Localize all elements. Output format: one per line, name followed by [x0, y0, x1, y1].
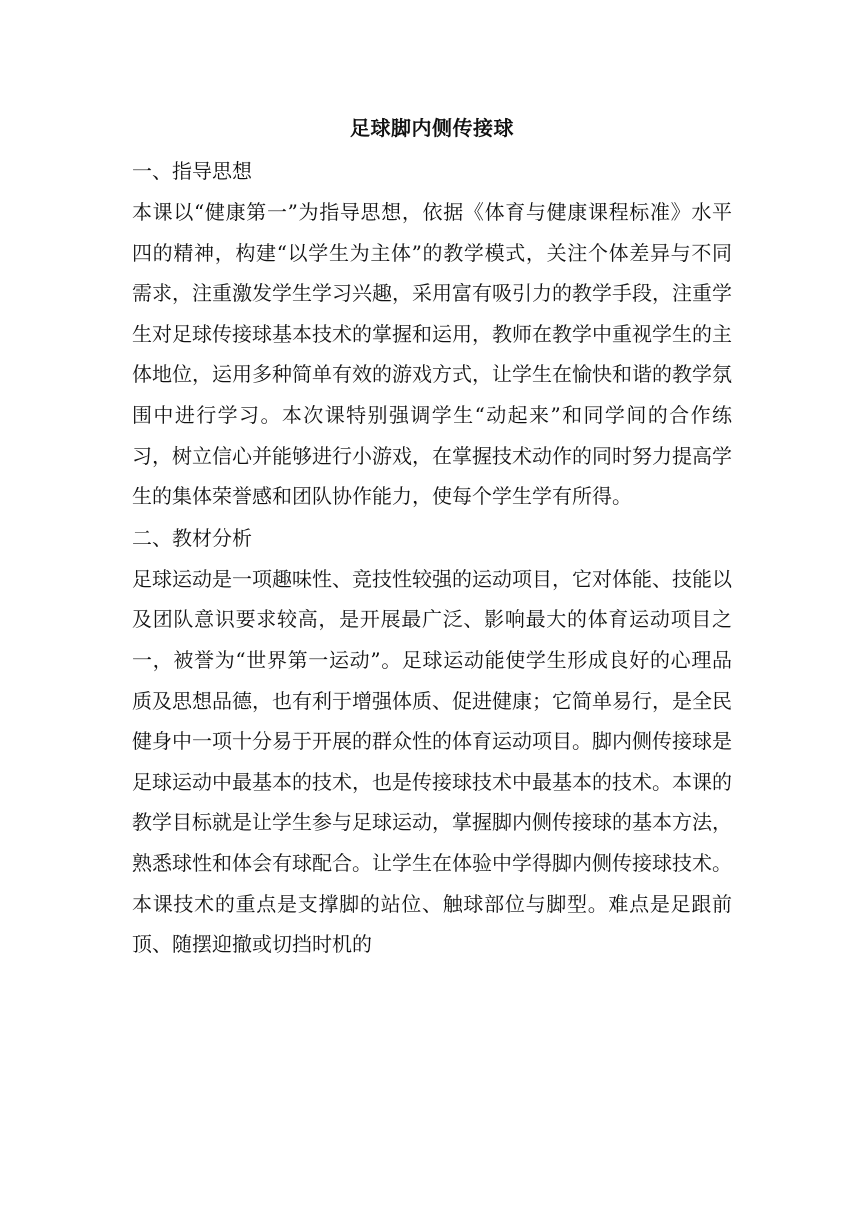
- section-paragraph: 足球运动是一项趣味性、竞技性较强的运动项目，它对体能、技能以及团队意识要求较高，是开展最广泛、影响最大的体育运动项目之一，被誉为“世界第一运动”。足球运动能使学生形成良好的心理品质及思想品德，也有利于增强体质、促进健康；它简单易行，是全民健身中一项十分易于开展的群众性的体育运动项目。脚内侧传接球是足球运动中最基本的技术，也是传接球技术中最基本的技术。本课的教学目标就是让学生参与足球运动，掌握脚内侧传接球的基本方法，熟悉球性和体会有球配合。让学生在体验中学得脚内侧传接球技术。本课技术的重点是支撑脚的站位、触球部位与脚型。难点是足跟前顶、随摆迎撤或切挡时机的: [132, 566, 732, 957]
- section-heading: 一、指导思想: [132, 159, 252, 183]
- document-title: 足球脚内侧传接球: [350, 116, 514, 140]
- section-paragraph: 本课以“健康第一”为指导思想，依据《体育与健康课程标准》水平四的精神，构建“以学生为主体”的教学模式，关注个体差异与不同需求，注重激发学生学习兴趣，采用富有吸引力的教学手段，注重学生对足球传接球基本技术的掌握和运用，教师在教学中重视学生的主体地位，运用多种简单有效的游戏方式，让学生在愉快和谐的教学氛围中进行学习。本次课特别强调学生“动起来”和同学间的合作练习，树立信心并能够进行小游戏，在掌握技术动作的同时努力提高学生的集体荣誉感和团队协作能力，使每个学生学有所得。: [132, 200, 732, 509]
- section-guiding-philosophy: [132, 150, 732, 517]
- section-heading: 二、教材分析: [132, 525, 252, 550]
- document-page: [132, 108, 732, 965]
- section-material-analysis: [132, 517, 732, 965]
